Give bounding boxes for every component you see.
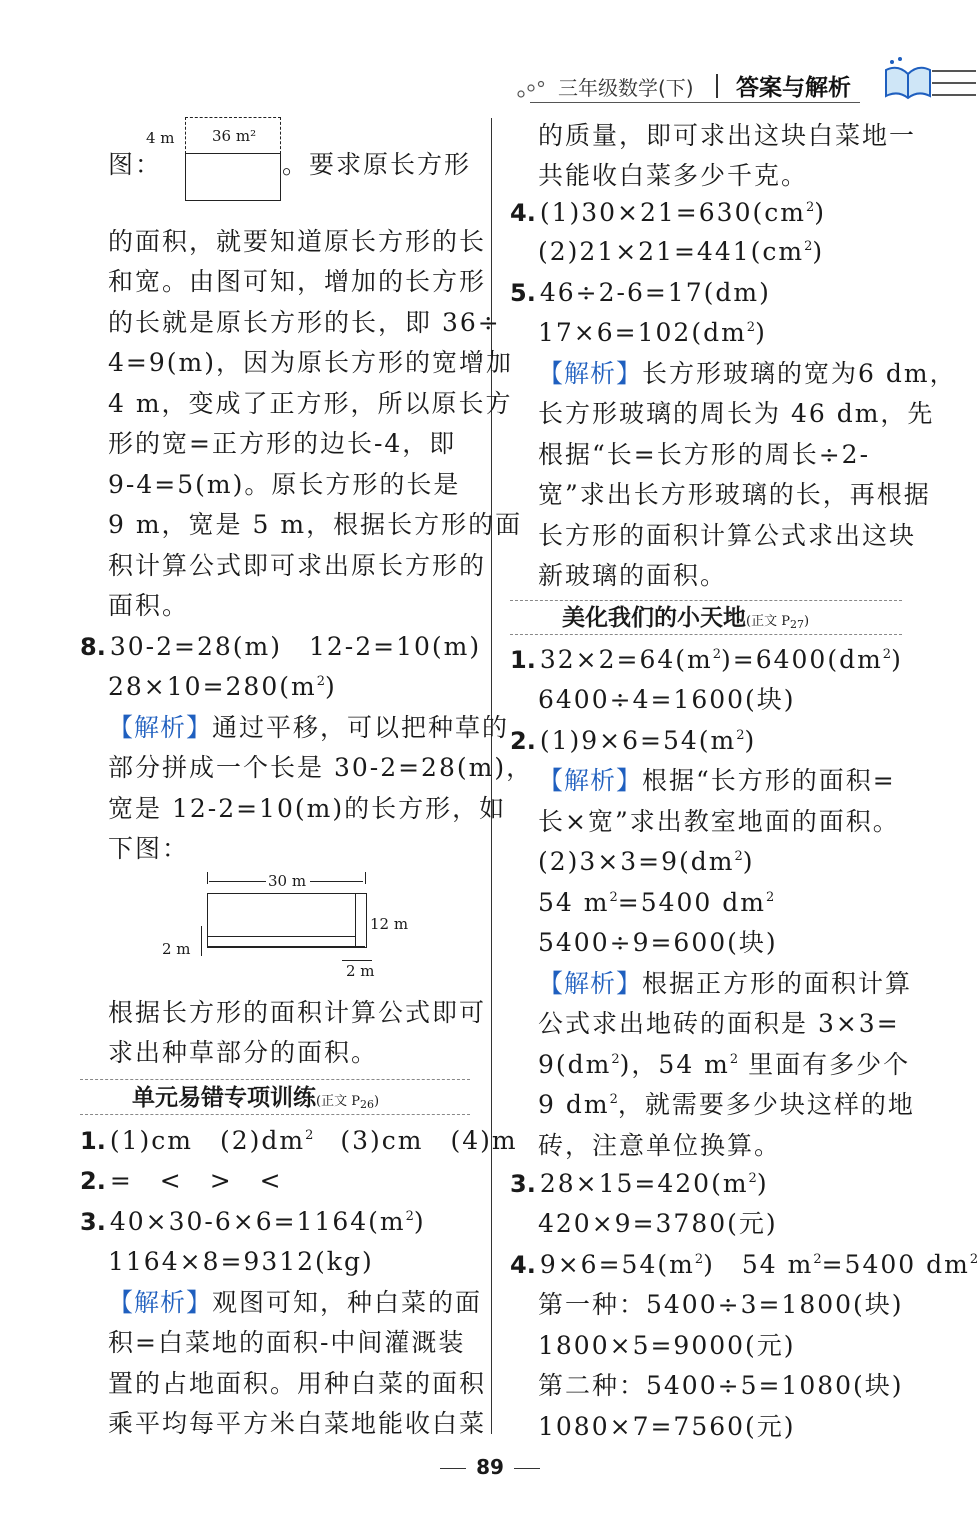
s3-explain-4: 乘平均每平方米白菜地能收白菜 (108, 1409, 487, 1438)
r5-explain-4: 宽”求出长方形玻璃的长，再根据 (538, 480, 931, 509)
b2-explain-4: 公式求出地砖的面积是 3×3= (538, 1009, 900, 1038)
b3-answer-2: 420×9=3780(元) (538, 1209, 778, 1238)
fig2-dim-top-a (209, 881, 266, 882)
r4-answer-2: $(2)21\times 21=441(cm^2)$ (538, 237, 825, 266)
left-line-3: 的长就是原长方形的长，即 36÷ (108, 308, 501, 337)
r5-explain-2: 长方形玻璃的周长为 46 dm，先 (538, 399, 935, 428)
fig2-left-label: 2 m (162, 940, 191, 958)
left-line-4: 4=9(m)，因为原长方形的宽增加 (108, 348, 513, 377)
header-divider (716, 74, 718, 98)
fig2-tick-right (365, 872, 366, 884)
s3-answer-2: 1164×8=9312(kg) (108, 1247, 374, 1276)
fig1-area-label: 36 m² (212, 127, 257, 145)
dots-decoration-icon (515, 78, 555, 102)
r5-explain-1: 【解析】长方形玻璃的宽为6 dm， (538, 359, 957, 388)
fig1-prefix: 图： (108, 150, 163, 179)
b1-answer-2: 6400÷4=1600(块) (538, 685, 796, 714)
b1-answer-1: 1. $32\times 2=64(m^2)=6400(dm^2)$ (510, 645, 903, 674)
b2-answer-4: 5400÷9=600(块) (538, 928, 778, 957)
left-line-5: 4 m，变成了正方形，所以原长方 (108, 389, 513, 418)
r4-answer-1: 4. $(1)30\times 21=630(cm^2)$ (510, 198, 826, 227)
r5-answer-2: $17\times 6=102(dm^2)$ (538, 318, 767, 347)
analysis-tag: 【解析】 (538, 359, 643, 388)
b4-answer-4: 第二种：5400÷5=1080(块) (538, 1371, 904, 1400)
q8-explain-2: 部分拼成一个长是 30-2=28(m)， (108, 753, 534, 782)
s3-explain-1: 【解析】观图可知，种白菜的面 (108, 1288, 483, 1317)
book-logo-icon (878, 56, 938, 106)
analysis-tag: 【解析】 (108, 1288, 213, 1317)
r5-answer-1: 5. 46÷2-6=17(dm) (510, 278, 771, 307)
b2-explain-5: $9(dm^2)$，54 $m^2$ 里面有多少个 (538, 1050, 911, 1079)
logo-line-1 (932, 70, 976, 72)
b2-answer-3: 54 $m^2=5400$ $dm^2$ (538, 888, 775, 917)
b2-answer-1: 2. $(1)9\times 6=54(m^2)$ (510, 726, 757, 755)
s3-explain-3: 置的占地面积。用种白菜的面积 (108, 1369, 487, 1398)
b4-answer-2: 第一种：5400÷3=1800(块) (538, 1290, 904, 1319)
q8-explain-6: 求出种草部分的面积。 (108, 1038, 379, 1067)
fig2-dim-bottom (342, 960, 372, 961)
left-line-6: 形的宽=正方形的边长-4，即 (108, 429, 457, 458)
footer-dash-right (514, 1468, 540, 1469)
fig2-dim-top-b (310, 881, 363, 882)
header-title: 答案与解析 (736, 75, 851, 101)
right-cont-2: 共能收白菜多少千克。 (538, 161, 809, 190)
fig2-dim-right (366, 893, 367, 946)
r5-explain-3: 根据“长=长方形的周长÷2- (538, 440, 871, 469)
q8-explain-4: 下图： (108, 834, 190, 863)
book-title: 三年级数学(下) (558, 76, 694, 100)
r5-explain-5: 长方形的面积计算公式求出这块 (538, 521, 917, 550)
q8-explain-1: 【解析】通过平移，可以把种草的 (108, 713, 510, 742)
section-dash-bottom-r (510, 634, 902, 635)
r5-explain-6: 新玻璃的面积。 (538, 561, 728, 590)
s3-answer-1: 3. $40\times 30-6\times 6=1164(m^2)$ (80, 1207, 426, 1236)
right-cont-1: 的质量，即可求出这块白菜地一 (538, 121, 917, 150)
s1-answer: 1. (1)cm $(2)dm^2$ (3)cm (4)m (80, 1126, 518, 1155)
b2-answer-2: $(2)3\times 3=9(dm^2)$ (538, 847, 755, 876)
page-number: 89 (476, 1455, 504, 1479)
fig2-grass-rect (207, 893, 367, 948)
q8-explain-5: 根据长方形的面积计算公式即可 (108, 998, 487, 1027)
logo-line-2 (932, 82, 976, 84)
logo-line-3 (932, 94, 976, 96)
fig1-original-rect (185, 153, 281, 201)
fig2-dim-left (201, 926, 202, 956)
fig2-right-label: 12 m (370, 915, 409, 933)
left-line-9: 积计算公式即可求出原长方形的 (108, 551, 487, 580)
section-dash-top (80, 1079, 470, 1080)
left-line-2: 和宽。由图可知，增加的长方形 (108, 267, 487, 296)
b2-explain-2: 长×宽”求出教室地面的面积。 (538, 807, 900, 836)
b2-explain-3: 【解析】根据正方形的面积计算 (538, 969, 913, 998)
fig1-suffix: 。要求原长方形 (282, 150, 472, 179)
left-line-8: 9 m，宽是 5 m，根据长方形的面 (108, 510, 523, 539)
section-title-beautify: 美化我们的小天地(正文 $P_{27}$) (562, 605, 810, 631)
s2-answer: 2. = < > < (80, 1166, 283, 1195)
analysis-tag: 【解析】 (538, 969, 643, 998)
b4-answer-5: 1080×7=7560(元) (538, 1412, 796, 1441)
analysis-tag: 【解析】 (538, 766, 643, 795)
left-line-10: 面积。 (108, 591, 190, 620)
q8-answer-2: $28\times 10=280(m^2)$ (108, 672, 337, 701)
fig2-road-vertical (355, 893, 356, 946)
b2-explain-6: 9 $dm^2$，就需要多少块这样的地 (538, 1090, 915, 1119)
fig2-tick-left (207, 872, 208, 884)
b2-explain-1: 【解析】根据“长方形的面积= (538, 766, 896, 795)
left-line-1: 的面积，就要知道原长方形的长 (108, 227, 487, 256)
left-line-7: 9-4=5(m)。原长方形的长是 (108, 470, 461, 499)
s3-explain-2: 积=白菜地的面积-中间灌溉装 (108, 1328, 466, 1357)
b4-answer-3: 1800×5=9000(元) (538, 1331, 796, 1360)
analysis-tag: 【解析】 (108, 713, 213, 742)
fig2-top-label: 30 m (268, 872, 307, 890)
b3-answer-1: 3. $28\times 15=420(m^2)$ (510, 1169, 769, 1198)
b4-answer-1: 4. $9\times 6=54(m^2)$ 54 $m^2=5400$ $dm^2$ (510, 1250, 979, 1279)
footer-dash-left (440, 1468, 466, 1469)
fig2-road-inner (207, 936, 355, 937)
section-title-errors: 单元易错专项训练(正文 $P_{26}$) (132, 1085, 380, 1111)
section-dash-bottom (80, 1114, 470, 1115)
q8-explain-3: 宽是 12-2=10(m)的长方形，如 (108, 794, 507, 823)
fig2-bottom-label: 2 m (346, 962, 375, 980)
fig2-road-bottom (207, 946, 365, 947)
header-rule (530, 102, 860, 103)
fig1-side-label: 4 m (146, 129, 175, 147)
section-dash-top-r (510, 600, 902, 601)
q8-answer-1: 8. 30-2=28(m) 12-2=10(m) (80, 632, 482, 661)
b2-explain-7: 砖，注意单位换算。 (538, 1131, 782, 1160)
